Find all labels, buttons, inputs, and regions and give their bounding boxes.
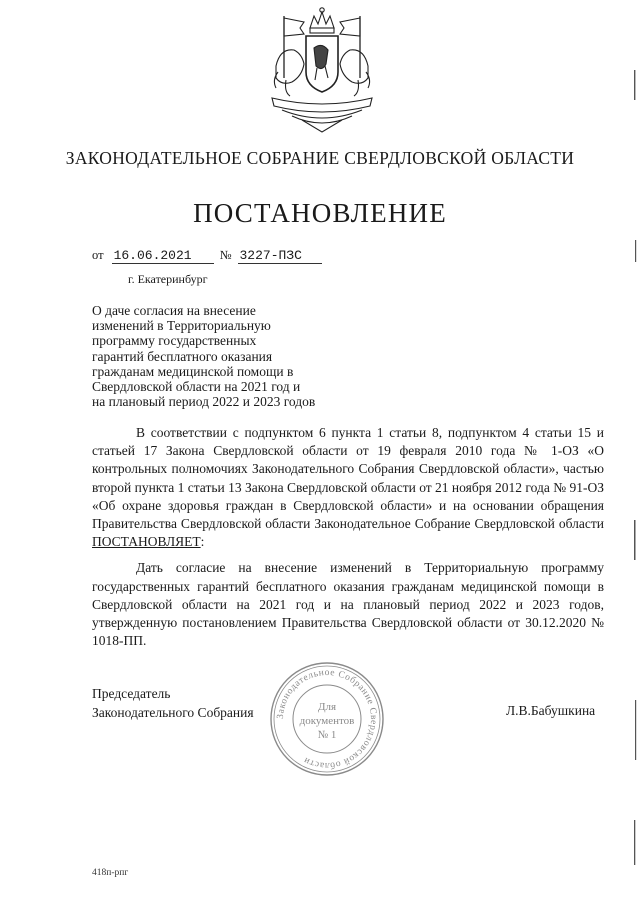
preamble-end: : <box>200 534 205 550</box>
organization-name: ЗАКОНОДАТЕЛЬНОЕ СОБРАНИЕ СВЕРДЛОВСКОЙ ОБЛАСТИ <box>65 148 575 168</box>
document-date: 16.06.2021 <box>112 248 214 264</box>
document-body <box>92 424 604 650</box>
seal-center-line: документов <box>299 715 355 727</box>
signatory-position <box>92 684 254 722</box>
subject-line: программу государственных <box>92 333 257 349</box>
subject-line: гарантий бесплатного оказания <box>92 348 273 364</box>
document-number: 3227-ПЗС <box>238 248 322 264</box>
resolution-paragraph: Дать согласие на внесение изменений в Территориальную программу государственных гарантий бесплатного оказания гражданам медицинской помощи в Свердловской области на 2021 год и на плановый период 2022 и 2023 годов, утвержденную постановлением Правительства Свердловской области от 30.12.2020 № 1018-ПП. <box>92 560 604 649</box>
date-label: от <box>92 248 104 262</box>
document-subject <box>92 303 392 409</box>
subject-line: Свердловской области на 2021 год и <box>92 379 301 395</box>
subject-line: на плановый период 2022 и 2023 годов <box>92 394 316 410</box>
official-seal <box>268 660 386 778</box>
preamble-paragraph <box>92 424 604 551</box>
seal-center-line: Для <box>317 701 337 713</box>
document-code: 418п-рпг <box>92 868 129 878</box>
scan-edge-mark <box>631 0 640 905</box>
position-line: Председатель <box>92 686 171 701</box>
document-title: ПОСТАНОВЛЕНИЕ <box>193 198 447 228</box>
preamble-text: В соответствии с подпунктом 6 пункта 1 статьи 8, подпунктом 4 статьи 15 и статьей 17 Закона Свердловской области от 19 февраля 2010 года № 1-ОЗ «О контрольных полномочиях Законодательного Собрания Свердловской области», частью второй пункта 1 статьи 13 Закона Свердловской области от 21 ноября 2012 года № 91-ОЗ «Об охране здоровья граждан в Свердловской области» и на основании обращения Правительства Свердловской области Законодательное Собрание Свердловской области <box>92 425 604 532</box>
subject-line: изменений в Территориальную <box>92 318 271 334</box>
subject-line: гражданам медицинской помощи в <box>92 363 294 379</box>
signatory-name: Л.В.Бабушкина <box>506 703 596 718</box>
document-requisites <box>92 248 322 264</box>
city-line: г. Екатеринбург <box>128 272 208 286</box>
seal-ring-text: Законодательное Собрание Свердловской области <box>275 667 379 771</box>
coat-of-arms-icon <box>262 6 382 134</box>
subject-line: О даче согласия на внесение <box>92 303 256 318</box>
decree-word: ПОСТАНОВЛЯЕТ <box>92 534 201 550</box>
position-line: Законодательного Собрания <box>92 705 254 720</box>
seal-center-line: № 1 <box>317 729 337 741</box>
number-label: № <box>219 248 232 262</box>
